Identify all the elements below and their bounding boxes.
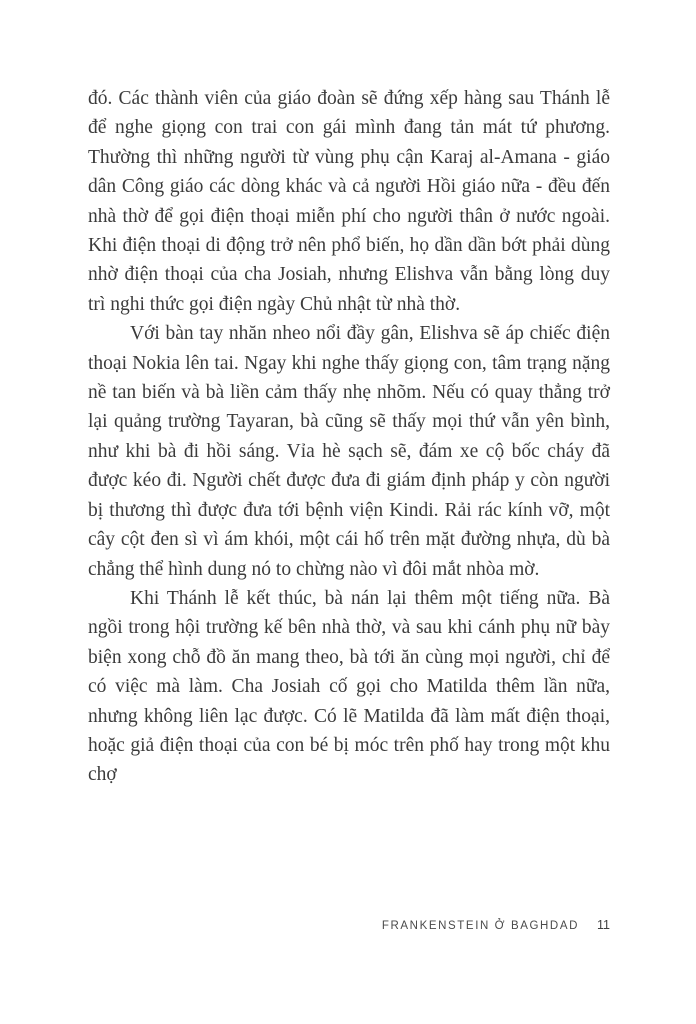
text-block (88, 84, 610, 790)
page-number: 11 (597, 918, 610, 932)
paragraph: đó. Các thành viên của giáo đoàn sẽ đứng xếp hàng sau Thánh lễ để nghe giọng con trai con gái mình đang tản mát tứ phương. Thường thì những người từ vùng phụ cận Karaj al-Amana - giáo dân Công giáo các dòng khác và cả người Hồi giáo nữa - đều đến nhà thờ để gọi điện thoại miễn phí cho người thân ở nước ngoài. Khi điện thoại di động trở nên phổ biến, họ dần dần bớt phải dùng nhờ điện thoại của cha Josiah, nhưng Elishva vẫn bằng lòng duy trì nghi thức gọi điện ngày Chủ nhật từ nhà thờ. (88, 88, 610, 315)
paragraph: Với bàn tay nhăn nheo nổi đầy gân, Elishva sẽ áp chiếc điện thoại Nokia lên tai. Ngay khi nghe thấy giọng con, tâm trạng nặng nề tan biến và bà liền cảm thấy nhẹ nhõm. Nếu có quay thẳng trở lại quảng trường Tayaran, bà cũng sẽ thấy mọi thứ vẫn yên bình, như khi bà đi hồi sáng. Vỉa hè sạch sẽ, đám xe cộ bốc cháy đã được kéo đi. Người chết được đưa đi giám định pháp y còn người bị thương thì được đưa tới bệnh viện Kindi. Rải rác kính vỡ, một cây cột đen sì vì ám khói, một cái hố trên mặt đường nhựa, dù bà chẳng thể hình dung nó to chừng nào vì đôi mắt nhòa mờ. (88, 323, 610, 580)
paragraph: Khi Thánh lễ kết thúc, bà nán lại thêm một tiếng nữa. Bà ngồi trong hội trường kế bên nhà thờ, và sau khi cánh phụ nữ bày biện xong chỗ đồ ăn mang theo, bà tới ăn cùng mọi người, chỉ để có việc mà làm. Cha Josiah cố gọi cho Matilda thêm lần nữa, nhưng không liên lạc được. Có lẽ Matilda đã làm mất điện thoại, hoặc giả điện thoại của con bé bị móc trên phố hay trong một khu chợ (88, 587, 610, 786)
running-footer-title: FRANKENSTEIN Ở BAGHDAD (381, 920, 580, 932)
page-footer (88, 918, 610, 932)
